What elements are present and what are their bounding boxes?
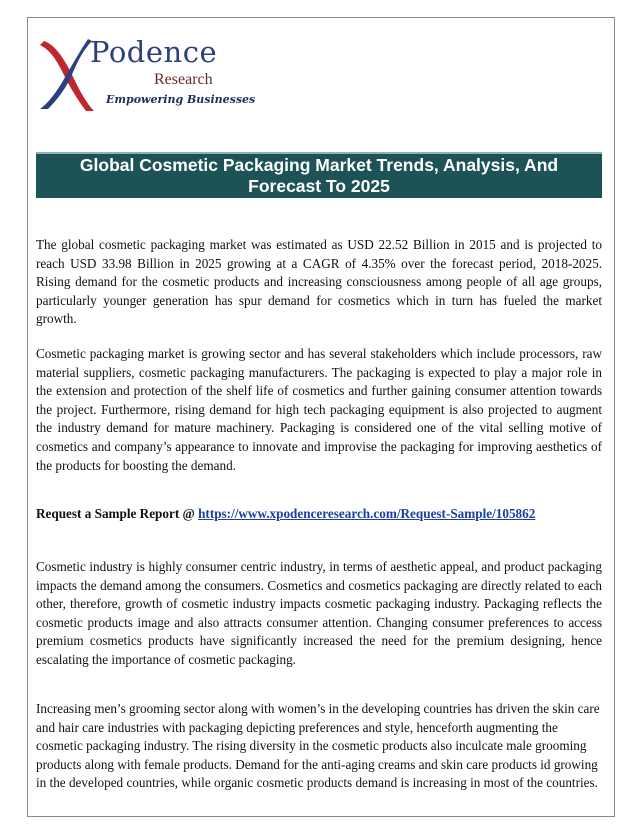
company-logo <box>36 31 256 117</box>
paragraph-consumer-centric: Cosmetic industry is highly consumer centric industry, in terms of aesthetic appeal, and product packaging impacts the demand among the consumers. Cosmetics and cosmetics packaging are directly related to each other, therefore, growth of cosmetic industry impacts cosmetic packaging industry. Packaging reflects the cosmetic products image and also attracts consumer attention. Changing consumer preferences to access premium cosmetics products have significantly increased the need for the premium designing, hence escalating the importance of cosmetic packaging. <box>36 559 602 667</box>
brand-tagline: Empowering Businesses <box>106 93 256 106</box>
x-logo-icon <box>36 31 96 117</box>
paragraph-stakeholders: Cosmetic packaging market is growing sector and has several stakeholders which include processors, raw material suppliers, cosmetic packaging manufacturers. The packaging is expected to play a major role in the extension and protection of the shelf life of cosmetics and further gaining consumer attention towards the project. Furthermore, rising demand for high tech packaging equipment is also projected to augment the industry demand for mature machinery. Packaging is considered one of the vital selling motive of cosmetics and company’s appearance to innovate and improvise the packaging for improving aesthetics of the products for boosting the demand. <box>36 346 602 473</box>
sample-request-line <box>36 505 602 524</box>
sample-request-link[interactable]: https://www.xpodenceresearch.com/Request-Sample/105862 <box>198 506 536 521</box>
paragraph-mens-grooming: Increasing men’s grooming sector along with women’s in the developing countries has driven the skin care and hair care industries with packaging depicting preferences and style, henceforth augmenting the cosmetic packaging industry. The rising diversity in the cosmetic products also inculcate male grooming products along with female products. Demand for the anti-aging creams and skin care products id growing in the developed countries, while organic cosmetic products demand is increasing in most of the countries. <box>36 701 600 791</box>
document-title: Global Cosmetic Packaging Market Trends, Analysis, And Forecast To 2025 <box>79 155 559 196</box>
brand-subtitle: Research <box>154 71 213 88</box>
title-banner <box>36 152 602 198</box>
brand-name: Podence <box>90 35 218 69</box>
sample-request-label: Request a Sample Report @ <box>36 506 199 521</box>
paragraph-market-size: The global cosmetic packaging market was estimated as USD 22.52 Billion in 2015 and is projected to reach USD 33.98 Billion in 2025 growing at a CAGR of 4.35% over the forecast period, 2018-2025. Rising demand for the cosmetic products and increasing consciousness among people of all age groups, particularly younger generation has spur demand for cosmetics which in turn has fueled the market growth. <box>36 237 602 327</box>
